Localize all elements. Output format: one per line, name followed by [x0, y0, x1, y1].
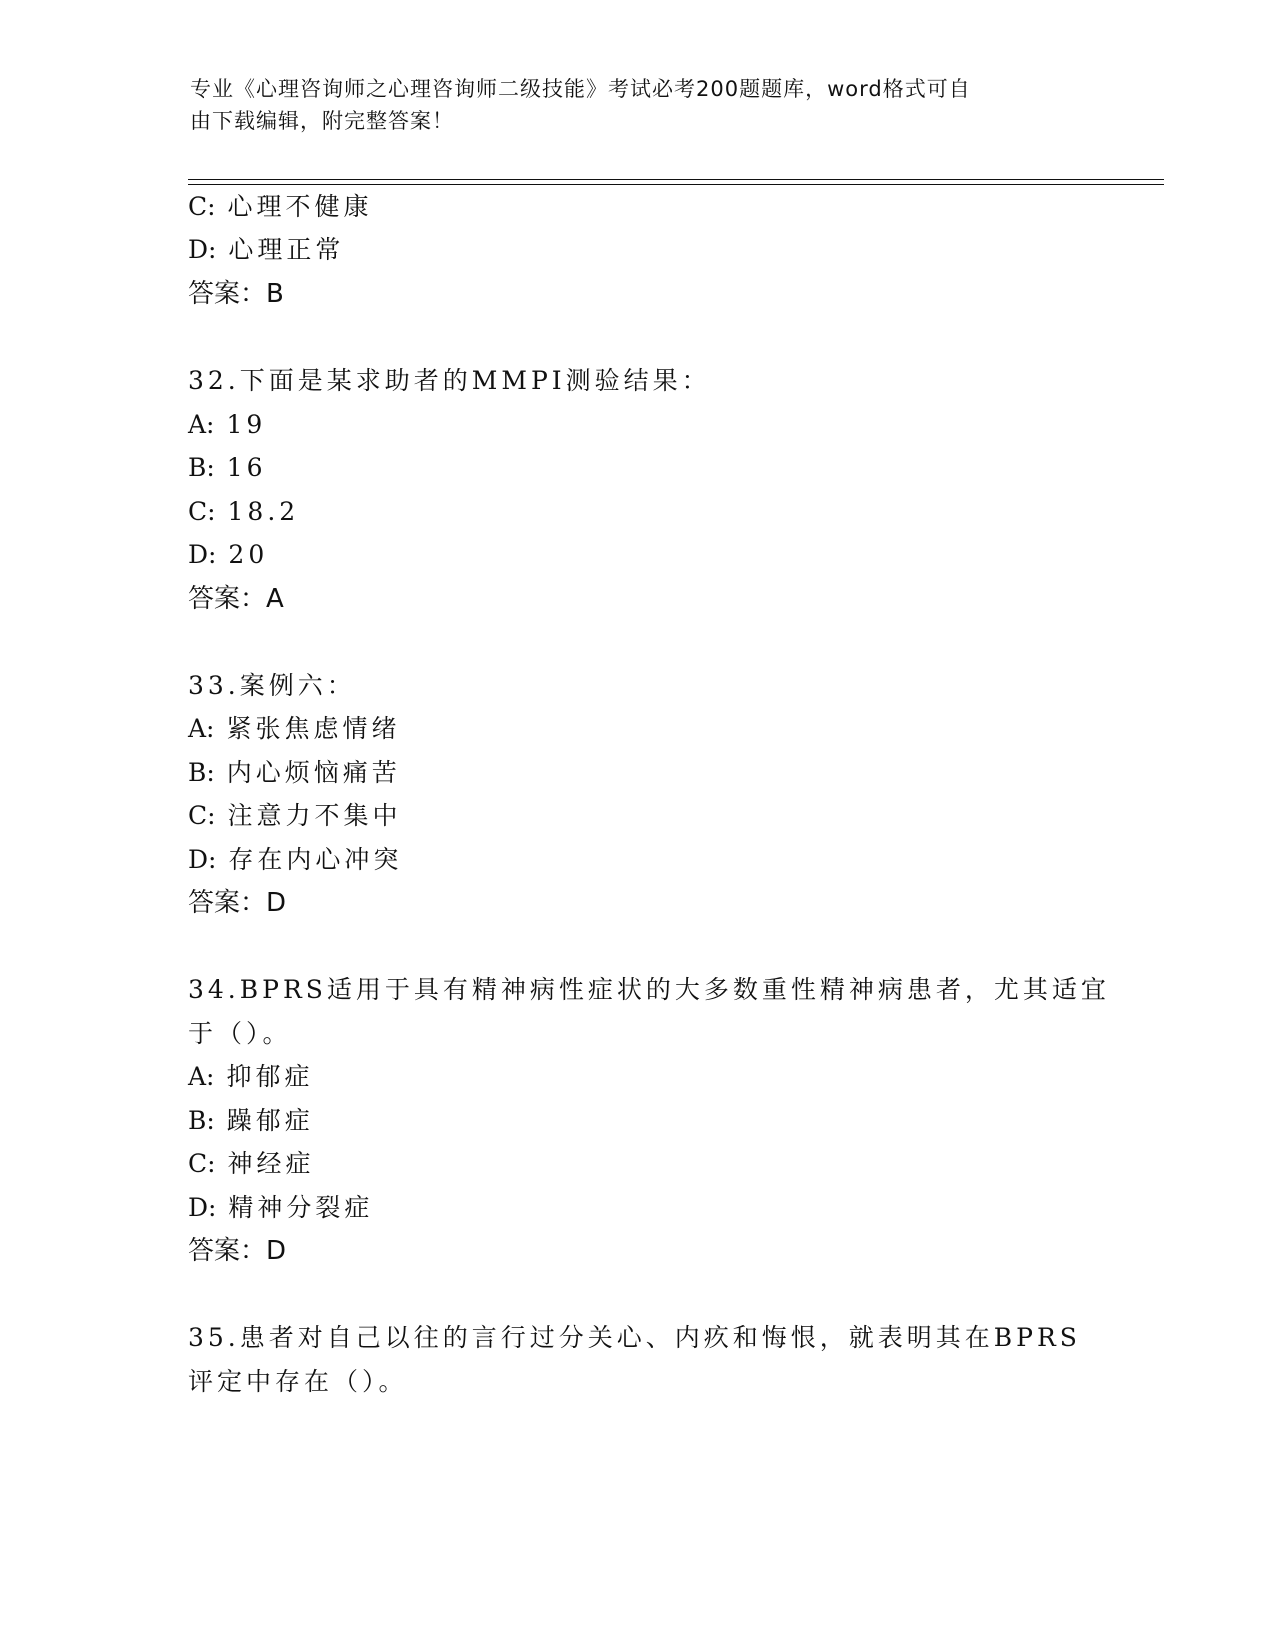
option-b: [188, 756, 401, 790]
answer-line: 答案：B: [188, 279, 284, 309]
option-b: [188, 451, 267, 485]
answer-line: 答案：A: [188, 584, 284, 614]
header-line-2: 由下载编辑，附完整答案！: [190, 109, 454, 133]
option-text: 心理正常: [228, 235, 345, 264]
answer-line: 答案：D: [188, 1236, 287, 1266]
option-text: 紧张焦虑情绪: [226, 714, 401, 743]
option-text: 心理不健康: [227, 192, 373, 221]
option-label: D:: [188, 1193, 217, 1222]
option-text: 存在内心冲突: [228, 845, 403, 874]
option-c: [188, 495, 299, 529]
option-label: A:: [188, 410, 215, 439]
option-label: B:: [188, 453, 215, 482]
option-label: C:: [188, 801, 216, 830]
option-text: 神经症: [227, 1149, 315, 1178]
option-d: [188, 1191, 373, 1225]
question-stem: 35.患者对自己以往的言行过分关心、内疚和悔恨，就表明其在BPRS: [188, 1323, 1081, 1352]
option-text: 内心烦恼痛苦: [226, 758, 401, 787]
option-label: C:: [188, 1149, 216, 1178]
option-text: 20: [228, 540, 269, 569]
option-label: D:: [188, 845, 217, 874]
header-divider-bottom: [188, 184, 1164, 185]
question-stem-continued: 于（）。: [188, 1019, 292, 1048]
option-a: [188, 1060, 313, 1094]
option-label: B:: [188, 1106, 215, 1135]
header-line-1: 专业《心理咨询师之心理咨询师二级技能》考试必考200题题库，word格式可自: [190, 77, 971, 101]
question-stem-continued: 评定中存在（）。: [188, 1367, 408, 1396]
option-label: A:: [188, 1062, 215, 1091]
option-c: [188, 799, 402, 833]
option-a: [188, 712, 400, 746]
option-d: [188, 538, 268, 572]
option-text: 躁郁症: [226, 1106, 314, 1135]
option-text: 抑郁症: [226, 1062, 314, 1091]
option-a: [188, 408, 266, 442]
option-label: C:: [188, 497, 216, 526]
option-text: 精神分裂症: [228, 1193, 374, 1222]
option-b: [188, 1104, 314, 1138]
option-d: [188, 843, 402, 877]
option-text: 19: [226, 410, 267, 439]
option-label: D:: [188, 235, 217, 264]
option-text: 18.2: [227, 497, 300, 526]
option-c: [188, 1147, 315, 1181]
option-d: [188, 233, 344, 267]
option-label: D:: [188, 540, 217, 569]
option-text: 注意力不集中: [227, 801, 402, 830]
option-label: C:: [188, 192, 216, 221]
question-stem: 34.BPRS适用于具有精神病性症状的大多数重性精神病患者，尤其适宜: [188, 975, 1110, 1004]
option-label: A:: [188, 714, 215, 743]
question-stem: 33.案例六：: [188, 671, 356, 700]
header-divider-top: [188, 179, 1164, 180]
option-text: 16: [226, 453, 267, 482]
answer-line: 答案：D: [188, 888, 287, 918]
question-stem: 32.下面是某求助者的MMPI测验结果：: [188, 366, 711, 395]
option-label: B:: [188, 758, 215, 787]
document-header: [190, 73, 1090, 137]
option-c: [188, 190, 373, 224]
